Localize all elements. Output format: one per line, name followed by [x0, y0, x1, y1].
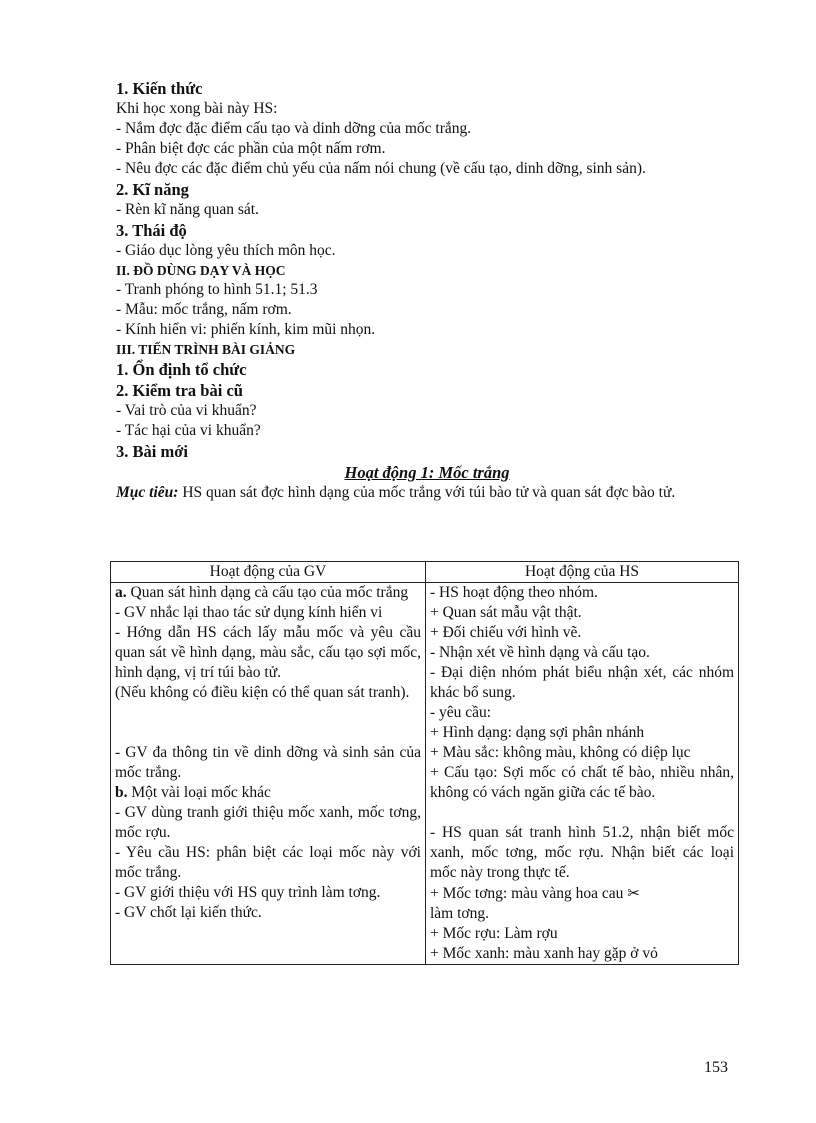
teacher-line: - GV đa thông tin về dinh dỡng và sinh sản của mốc trắng. [115, 744, 421, 781]
teacher-line: - Hớng dẫn HS cách lấy mẫu mốc và yêu cầu quan sát về hình dạng, màu sắc, cấu tạo sợi mốc, hình dạng, vị trí túi bào tử. [115, 624, 421, 681]
student-line: - HS quan sát tranh hình 51.2, nhận biết mốc xanh, mốc tơng, mốc rợu. Nhận biết các loại mốc này trong thực tế. [430, 824, 734, 881]
spacer [430, 803, 734, 823]
student-line: - Nhận xét về hình dạng và cấu tạo. [430, 644, 650, 661]
section-knowledge-heading: 1. Kiến thức [116, 79, 203, 98]
student-line: + Màu sắc: không màu, không có diệp lục [430, 744, 691, 761]
knowledge-line: - Nắm đợc đặc điểm cấu tạo và dinh dỡng của mốc trắng. [116, 120, 472, 137]
student-line [430, 883, 734, 904]
activity-table [110, 561, 739, 965]
teacher-line: (Nếu không có điều kiện có thể quan sát tranh). [115, 684, 410, 701]
section-attitude-heading: 3. Thái độ [116, 221, 187, 240]
section-process-heading: III. TIẾN TRÌNH BÀI GIẢNG [116, 342, 296, 357]
teacher-part-b-title [115, 783, 421, 803]
student-line: + Đối chiếu với hình vẽ. [430, 624, 582, 641]
review-question: - Tác hại của vi khuẩn? [116, 422, 261, 439]
new-lesson-heading: 3. Bài mới [116, 442, 188, 461]
activity-title: Hoạt động 1: Mốc trắng [344, 463, 510, 482]
knowledge-line: - Phân biệt đợc các phần của một nấm rơm. [116, 140, 386, 157]
page-number: 153 [704, 1059, 728, 1076]
section-materials-heading: II. ĐỒ DÙNG DẠY VÀ HỌC [116, 263, 286, 278]
student-line: - Đại diện nhóm phát biểu nhận xét, các nhóm khác bổ sung. [430, 664, 734, 701]
review-question: - Vai trò của vi khuẩn? [116, 402, 257, 419]
part-a-title-text: Quan sát hình dạng cà cấu tạo của mốc trắng [126, 584, 409, 601]
review-heading: 2. Kiểm tra bài cũ [116, 381, 243, 400]
student-line: - HS hoạt động theo nhóm. [430, 584, 598, 601]
teacher-line: - Yêu cầu HS: phân biệt các loại mốc này với mốc trắng. [115, 844, 421, 881]
teacher-line: - GV giới thiệu với HS quy trình làm tơng. [115, 884, 381, 901]
teacher-column-header: Hoạt động của GV [111, 562, 426, 583]
student-line-text: + Mốc tơng: màu vàng hoa cau [430, 885, 624, 902]
page-content [116, 78, 738, 503]
objective-label: Mục tiêu: [116, 484, 179, 501]
student-line: làm tơng. [430, 905, 489, 922]
knowledge-line: - Nêu đợc các đặc điểm chủ yếu của nấm nói chung (về cấu tạo, dinh dỡng, sinh sản). [116, 160, 646, 177]
materials-line: - Tranh phóng to hình 51.1; 51.3 [116, 281, 318, 298]
objective-text: HS quan sát đợc hình dạng của mốc trắng với túi bào tử và quan sát đợc bào tử. [178, 484, 676, 501]
student-line: + Cấu tạo: Sợi mốc có chất tế bào, nhiều nhân, không có vách ngăn giữa các tế bào. [430, 764, 734, 801]
knowledge-line: Khi học xong bài này HS: [116, 100, 278, 117]
part-b-title-text: Một vài loại mốc khác [127, 784, 271, 801]
part-a-label: a. [115, 584, 127, 601]
materials-line: - Kính hiển vi: phiến kính, kim mũi nhọn. [116, 321, 376, 338]
teacher-line: - GV dùng tranh giới thiệu mốc xanh, mốc tơng, mốc rợu. [115, 804, 421, 841]
table-row [111, 583, 739, 965]
materials-line: - Mẫu: mốc trắng, nấm rơm. [116, 301, 292, 318]
section-skill-heading: 2. Kĩ năng [116, 180, 189, 199]
skill-line: - Rèn kĩ năng quan sát. [116, 201, 259, 218]
teacher-line: - GV chốt lại kiến thức. [115, 904, 262, 921]
student-activities-cell [426, 583, 739, 965]
student-line: + Mốc rợu: Làm rợu [430, 925, 558, 942]
table-header-row [111, 562, 739, 583]
student-column-header: Hoạt động của HS [426, 562, 739, 583]
scissors-icon: ✂ [627, 884, 640, 902]
student-line: + Quan sát mẫu vật thật. [430, 604, 582, 621]
student-line: + Hình dạng: dạng sợi phân nhánh [430, 724, 645, 741]
teacher-part-a-title [115, 583, 421, 603]
spacer [115, 703, 421, 743]
teacher-line: - GV nhắc lại thao tác sử dụng kính hiển vi [115, 604, 383, 621]
objective [116, 483, 738, 503]
student-line: - yêu cầu: [430, 704, 492, 721]
teacher-activities-cell [111, 583, 426, 965]
attitude-line: - Giáo dục lòng yêu thích môn học. [116, 242, 336, 259]
stabilize-heading: 1. Ổn định tổ chức [116, 360, 247, 379]
student-line: + Mốc xanh: màu xanh hay gặp ở vỏ [430, 945, 658, 962]
part-b-label: b. [115, 784, 128, 801]
